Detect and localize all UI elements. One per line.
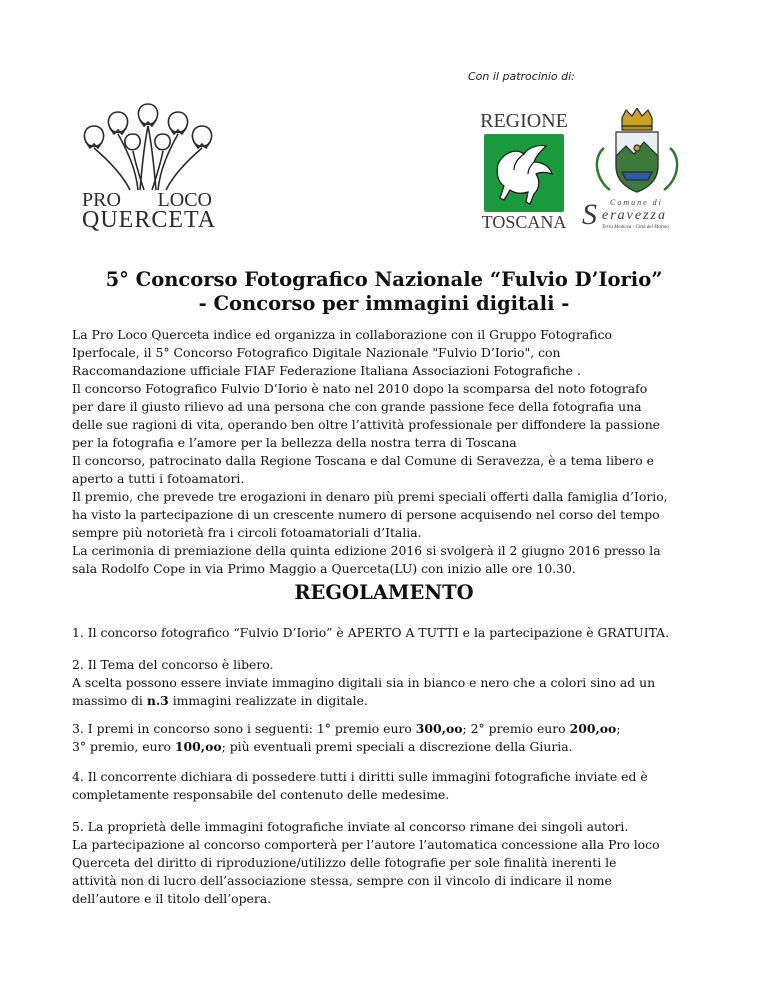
rule-3-text: ; più eventuali premi speciali a discrezione della Giuria. [221,739,573,754]
intro-line: delle sue ragioni di vita, operando ben oltre l’attività professionale per diffondere la passione [72,417,661,432]
intro-line: La cerimonia di premiazione della quinta edizione 2016 si svolgerà il 2 giugno 2016 presso la [72,543,661,558]
intro-line: Iperfocale, il 5° Concorso Fotografico Digitale Nazionale "Fulvio D’Iorio", con [72,345,561,360]
regione-title-text: REGIONE [480,110,568,132]
first-prize-amount: 300,oo [415,721,463,736]
intro-line: Il concorso, patrocinato dalla Regione Toscana e dal Comune di Seravezza, è a tema libero e [72,453,654,468]
rule-2-line: A scelta possono essere inviate immagino digitali sia in bianco e nero che a colori sino ad un [72,675,656,690]
seravezza-comune-di: Comune di [610,198,663,207]
intro-line: sempre più notorietà fra i circoli fotoamatoriali d’Italia. [72,525,422,540]
regione-toscana-text: TOSCANA [481,212,567,232]
intro-line: Raccomandazione ufficiale FIAF Federazione Italiana Associazioni Fotografiche . [72,363,581,378]
rule-4-line: completamente responsabile del contenuto delle medesime. [72,787,450,802]
rule-2-line: 2. Il Tema del concorso è libero. [72,657,274,672]
flower-bells-icon [78,96,218,192]
rule-5-line: 5. La proprietà delle immagini fotografiche inviate al concorso rimane dei singoli autori. [72,819,629,834]
comune-seravezza-logo [582,108,692,232]
document-title: 5° Concorso Fotografico Nazionale “Fulvio D’Iorio” [105,268,663,291]
rule-1-text: 1. Il concorso fotografico “Fulvio D’Iorio” è APERTO A TUTTI e la partecipazione è GRATUITA. [72,625,670,640]
seravezza-name-rest: eravezza [602,208,667,223]
proloco-place-text: QUERCETA [82,207,217,233]
intro-line: per la fotografia e l’amore per la bellezza della nostra terra di Toscana [72,435,517,450]
rule-3-line [72,738,712,756]
proloco-pro-text: PRO [82,189,121,211]
intro-line: per dare il giusto rilievo ad una persona che con grande passione fece della fotografia una [72,399,642,414]
rule-2 [72,656,712,710]
patrocinio-label: Con il patrocinio di: [468,70,575,83]
rule-5 [72,818,712,908]
proloco-querceta-logo [78,96,218,232]
rule-5-line: La partecipazione al concorso comporterà per l’autore l’automatica concessione alla Pro loco [72,837,660,852]
third-prize-amount: 100,oo [174,739,222,754]
second-prize-amount: 200,oo [569,721,617,736]
document-subtitle: - Concorso per immagini digitali - [198,292,570,315]
intro-paragraph [72,326,712,578]
rule-5-line: dell’autore e il titolo dell’opera. [72,891,272,906]
rule-2-max-count: n.3 [146,693,169,708]
intro-line: La Pro Loco Querceta indìce ed organizza in collaborazione con il Gruppo Fotografico [72,327,612,342]
rule-2-text-end: immagini realizzate in digitale. [168,693,368,708]
seravezza-crest-icon [582,108,692,200]
regione-green-box [484,134,564,212]
seravezza-subtitle: Terra Medicea - Città del Marmo [602,225,669,230]
intro-line: sala Rodolfo Cope in via Primo Maggio a Querceta(LU) con inizio alle ore 10.30. [72,561,576,576]
rule-4 [72,768,712,804]
seravezza-initial: S [582,198,597,231]
rule-5-line: Querceta del diritto di riproduzione/utilizzo delle fotografie per sole finalità inerenti le [72,855,617,870]
rule-3-text: ; [616,721,621,736]
rule-3 [72,720,712,756]
intro-line: aperto a tutti i fotoamatori. [72,471,245,486]
regolamento-heading: REGOLAMENTO [294,581,474,604]
rule-4-line: 4. Il concorrente dichiara di possedere tutti i diritti sulle immagini fotografiche inviate ed è [72,769,648,784]
rule-2-line [72,692,712,710]
rule-2-text: massimo di [72,693,147,708]
intro-line: Il premio, che prevede tre erogazioni in denaro più premi speciali offerti dalla famiglia d’Iorio, [72,489,668,504]
rule-3-text: ; 2° premio euro [462,721,570,736]
rule-3-text: 3° premio, euro [72,739,175,754]
rule-3-text: 3. I premi in concorso sono i seguenti: 1° premio euro [72,721,416,736]
intro-line: Il concorso Fotografico Fulvio D’Iorio è nato nel 2010 dopo la scomparsa del noto fotografo [72,381,648,396]
proloco-loco-text: LOCO [157,189,212,211]
rule-5-line: attività non di lucro dell’associazione stessa, sempre con il vincolo di indicare il nome [72,873,612,888]
rule-1 [72,624,712,642]
pegasus-icon [484,134,564,212]
regione-toscana-logo [478,110,570,232]
intro-line: ha visto la partecipazione di un crescente numero di persone acquisendo nel corso del tempo [72,507,660,522]
rule-3-line [72,720,712,738]
